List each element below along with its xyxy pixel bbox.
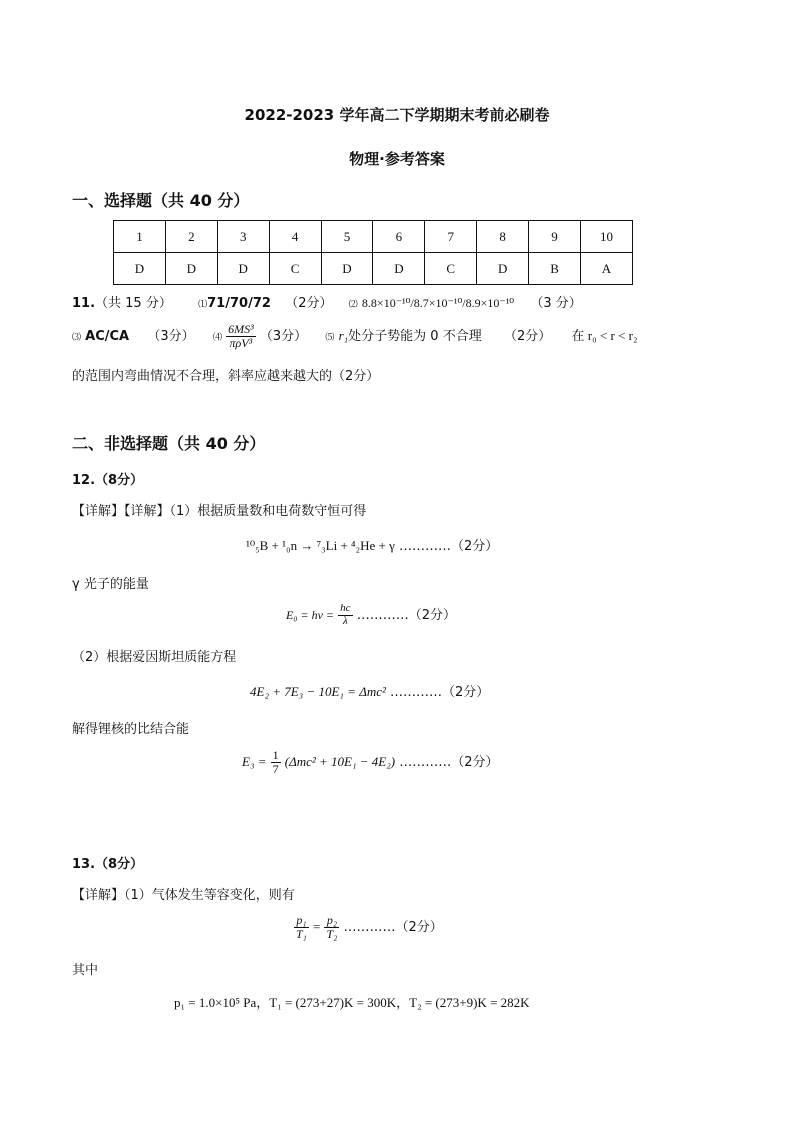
q11-p1-mark: ⑴ xyxy=(198,300,208,310)
table-cell: A xyxy=(580,253,632,285)
q12-eq4-line xyxy=(242,746,499,779)
q11-p3-mark: ⑶ xyxy=(72,333,82,343)
q12-eq4-score: …………（2分） xyxy=(399,755,499,770)
q12-eq3-line xyxy=(250,681,489,700)
q12-part2: （2）根据爱因斯坦质能方程 xyxy=(72,650,237,665)
fraction-numerator: 1 xyxy=(272,748,279,763)
q11-line-1 xyxy=(72,292,582,311)
mass-energy-equation: 4E₂ + 7E₃ − 10E₁ = Δmc² xyxy=(250,684,386,699)
fraction-numerator: p₂ xyxy=(324,914,339,928)
q11-p5-extra: 在 r₀ < r < r₂ xyxy=(571,328,638,343)
table-cell: D xyxy=(373,253,425,285)
table-cell: C xyxy=(269,253,321,285)
q12-eq4-fraction xyxy=(271,749,281,775)
section-heading-nonchoice: 二、非选择题（共 40 分） xyxy=(72,434,266,453)
q11-line-2 xyxy=(72,321,638,353)
q13-eq1-line xyxy=(294,910,443,945)
q11-p2-mark: ⑵ xyxy=(348,300,358,310)
table-cell: 7 xyxy=(425,221,477,253)
table-cell: D xyxy=(321,253,373,285)
q13-label: 13.（8分） xyxy=(72,857,144,872)
fraction-denominator: 7 xyxy=(272,762,279,776)
page-title: 2022-2023 学年高二下学期期末考前必刷卷 xyxy=(244,106,550,124)
q11-p1-score: （2分） xyxy=(285,296,333,311)
q12-label: 12.（8分） xyxy=(72,473,144,488)
q13-eq2: p₁ = 1.0×10⁵ Pa，T₁ = (273+27)K = 300K，T₂ = (273+9)K = 282K xyxy=(174,995,530,1010)
q11-p5-score: （2分） xyxy=(503,329,552,344)
table-row-answers xyxy=(114,253,633,285)
table-cell: D xyxy=(477,253,529,285)
q12-eq3-score: …………（2分） xyxy=(390,685,490,700)
q12-eq4-right: (Δmc² + 10E₁ − 4E₂) xyxy=(284,754,396,769)
page-subtitle: 物理·参考答案 xyxy=(349,150,445,168)
table-cell: 8 xyxy=(477,221,529,253)
nuclear-equation: ¹⁰₅B + ¹₀n → ⁷₃Li + ⁴₂He + γ xyxy=(246,538,395,553)
q11-p4-mark: ⑷ xyxy=(212,333,222,343)
q13-eq1-right-fraction xyxy=(324,914,339,940)
q12-eq4-left: E₃ = xyxy=(242,754,267,769)
fraction-numerator: p₁ xyxy=(294,914,309,928)
q11-label: 11. xyxy=(72,296,96,311)
answer-table xyxy=(113,220,633,285)
q11-p2-score: （3 分） xyxy=(530,296,582,311)
q13-where-text: 其中 xyxy=(72,963,99,978)
q12-gamma-text: γ 光子的能量 xyxy=(72,577,149,592)
table-cell: 4 xyxy=(269,221,321,253)
fraction-numerator: 6MS³ xyxy=(228,322,254,337)
table-cell: D xyxy=(165,253,217,285)
q11-p4-fraction xyxy=(226,323,256,349)
q11-p3-answer: AC/CA xyxy=(85,329,130,344)
q11-p2-answer: 8.8×10⁻¹⁰/8.7×10⁻¹⁰/8.9×10⁻¹⁰ xyxy=(361,296,515,310)
table-cell: 1 xyxy=(114,221,166,253)
fraction-denominator: λ xyxy=(342,615,348,627)
fraction-numerator: hc xyxy=(340,602,351,615)
fraction-denominator: πρV³ xyxy=(229,336,253,350)
q13-eq1-score: …………（2分） xyxy=(343,920,443,935)
table-cell: D xyxy=(114,253,166,285)
q11-p3-score: （3分） xyxy=(147,329,195,344)
table-cell: 9 xyxy=(529,221,581,253)
q11-line-3: 的范围内弯曲情况不合理，斜率应越来越大的（2分） xyxy=(72,369,380,384)
q11-p1-answer: 71/70/72 xyxy=(207,296,271,311)
q11-points: （共 15 分） xyxy=(95,296,172,311)
q11-p4-score: （3分） xyxy=(259,329,308,344)
table-cell: B xyxy=(529,253,581,285)
q11-p5-answer: 处分子势能为 0 不合理 xyxy=(348,329,482,344)
q11-p5-r1: r₁ xyxy=(338,328,349,343)
table-cell: C xyxy=(425,253,477,285)
fraction-denominator: T₂ xyxy=(326,927,338,941)
table-cell: D xyxy=(217,253,269,285)
fraction-denominator: T₁ xyxy=(296,927,307,941)
q13-intro: 【详解】（1）气体发生等容变化，则有 xyxy=(72,888,295,903)
q12-eq2-line xyxy=(286,600,456,631)
equals-sign: = xyxy=(313,919,321,934)
table-cell: 10 xyxy=(580,221,632,253)
q12-eq1-line xyxy=(246,535,498,554)
q12-eq2-score: …………（2分） xyxy=(356,608,456,623)
section-heading-choice: 一、选择题（共 40 分） xyxy=(72,191,250,210)
table-row-numbers xyxy=(114,221,633,253)
q12-eq1-score: …………（2分） xyxy=(398,539,499,554)
table-cell: 3 xyxy=(217,221,269,253)
q12-intro: 【详解】【详解】（1）根据质量数和电荷数守恒可得 xyxy=(72,504,367,519)
q12-eq2-fraction xyxy=(338,603,352,627)
q12-solve-text: 解得锂核的比结合能 xyxy=(72,722,190,737)
q11-p5-mark: ⑸ xyxy=(325,333,335,343)
table-cell: 6 xyxy=(373,221,425,253)
q13-eq1-left-fraction xyxy=(294,914,309,940)
table-cell: 2 xyxy=(165,221,217,253)
table-cell: 5 xyxy=(321,221,373,253)
q12-eq2-left: E₀ = hν = xyxy=(286,608,335,622)
